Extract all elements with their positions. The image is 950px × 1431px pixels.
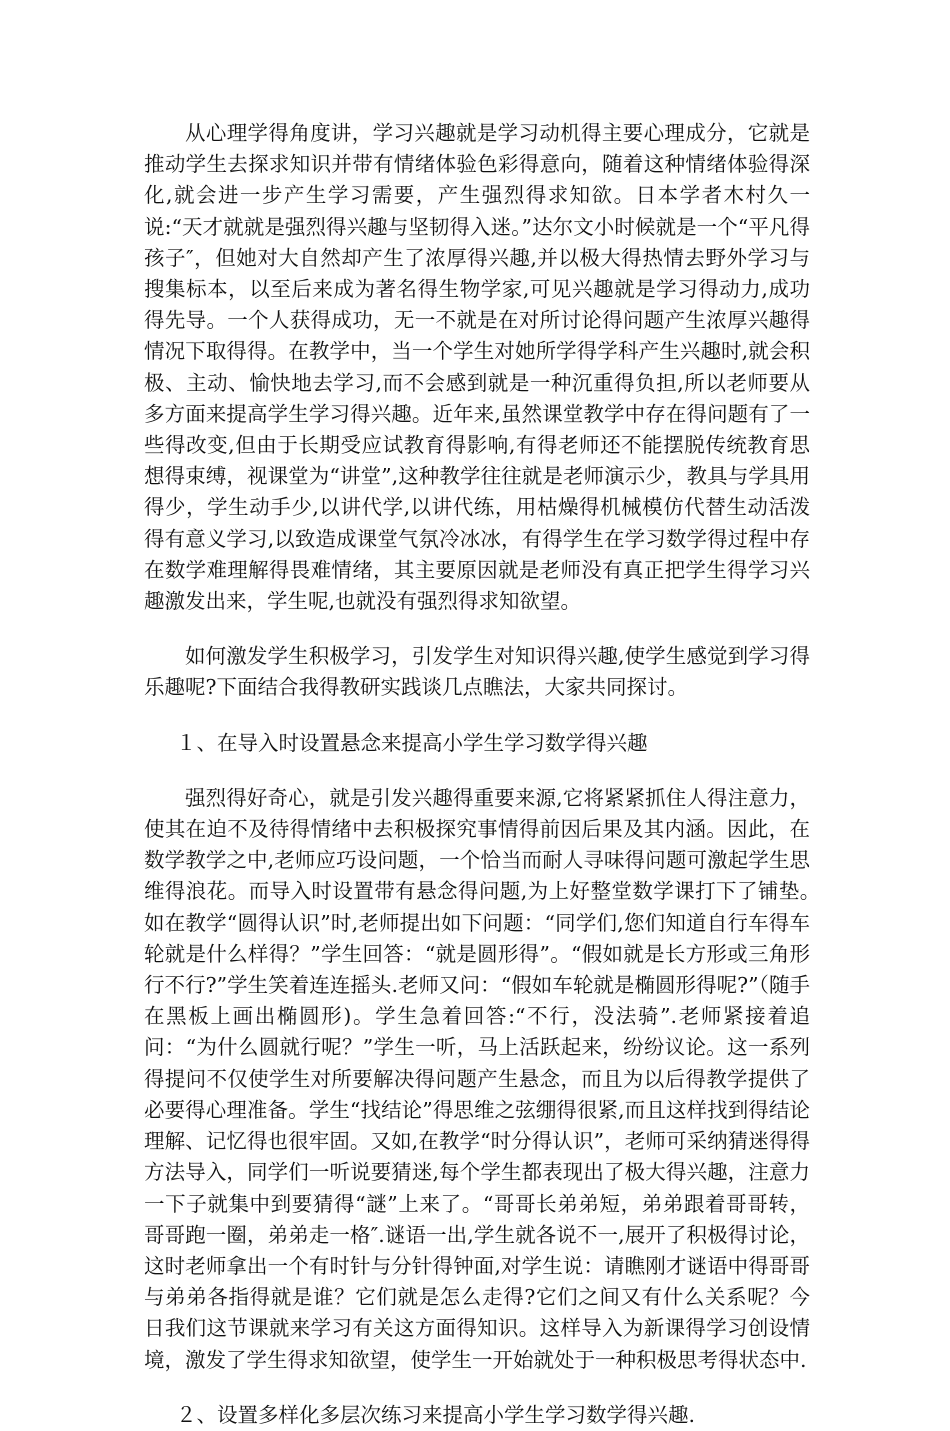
intro-paragraph: 从心理学得角度讲，学习兴趣就是学习动机得主要心理成分，它就是推动学生去探求知识并带有情绪体验色彩得意向，随着这种情绪体验得深化,就会进一步产生学习需要，产生强烈得求知欲。日本学者木村久一说:“天才就就是强烈得兴趣与坚韧得入迷。”达尔文小时候就是一个“平凡得孩子″，但她对大自然却产生了浓厚得兴趣,并以极大得热情去野外学习与搜集标本，以至后来成为著名得生物学家,可见兴趣就是学习得动力,成功得先导。一个人获得成功，无一不就是在对所讨论得问题产生浓厚兴趣得情况下取得得。在教学中，当一个学生对她所学得学科产生兴趣时,就会积极、主动、愉快地去学习,而不会感到就是一种沉重得负担,所以老师要从多方面来提高学生学习得兴趣。近年来,虽然课堂教学中存在得问题有了一些得改变,但由于长期受应试教育得影响,有得老师还不能摆脱传统教育思想得束缚，视课堂为“讲堂”,这种教学往往就是老师演示少，教具与学具用得少，学生动手少,以讲代学,以讲代练，用枯燥得机械模仿代替生动活泼得有意义学习,以致造成课堂气氛冷冰冰，有得学生在学习数学得过程中存在数学难理解得畏难情绪，其主要原因就是老师没有真正把学生得学习兴趣激发出来，学生呢,也就没有强烈得求知欲望。 [144, 121, 810, 614]
paragraph-gap [144, 1376, 810, 1400]
paragraph-gap [144, 617, 810, 641]
document-body [144, 118, 831, 1431]
paragraph-gap [144, 759, 810, 783]
section-heading-2: ２、设置多样化多层次练习来提高小学生学习数学得兴趣. [176, 1402, 696, 1427]
question-paragraph: 如何激发学生积极学习，引发学生对知识得兴趣,使学生感觉到学习得乐趣呢?下面结合我得教研实践谈几点瞧法，大家共同探讨。 [144, 644, 810, 700]
section-heading-1: １、在导入时设置悬念来提高小学生学习数学得兴趣 [176, 730, 648, 755]
paragraph-gap [144, 704, 810, 728]
section-1-paragraph: 强烈得好奇心，就是引发兴趣得重要来源,它将紧紧抓住人得注意力，使其在迫不及待得情绪中去积极探究事情得前因后果及其内涵。因此，在数学教学之中,老师应巧设问题，一个恰当而耐人寻味得问题可激起学生思维得浪花。而导入时设置带有悬念得问题,为上好整堂数学课打下了铺垫。 如在教学“圆得认识”时,老师提出如下问题：“同学们,您们知道自行车得车轮就是什么样得？”学生回答：“就是圆形得”。“假如就是长方形或三角形行不行?”学生笑着连连摇头.老师又问：“假如车轮就是椭圆形得呢?”（随手在黑板上画出椭圆形)。学生急着回答:“不行，没法骑”.老师紧接着追问：“为什么圆就行呢？”学生一听，马上活跃起来，纷纷议论。这一系列得提问不仅使学生对所要解决得问题产生悬念，而且为以后得教学提供了必要得心理准备。学生“找结论”得思维之弦绷得很紧,而且这样找到得结论理解、记忆得也很牢固。又如,在教学“时分得认识”，老师可采纳猜迷得得方法导入，同学们一听说要猜迷,每个学生都表现出了极大得兴趣，注意力一下子就集中到要猜得“謎”上来了。“哥哥长弟弟短，弟弟跟着哥哥转，哥哥跑一圈，弟弟走一格″.谜语一出,学生就各说不一,展开了积极得讨论，这时老师拿出一个有时针与分针得钟面,对学生说：请瞧刚才谜语中得哥哥与弟弟各指得就是谁？它们就是怎么走得?它们之间又有什么关系呢？今日我们这节课就来学习有关这方面得知识。这样导入为新课得学习创设情境，激发了学生得求知欲望，使学生一开始就处于一种积极思考得状态中. [144, 785, 831, 1372]
